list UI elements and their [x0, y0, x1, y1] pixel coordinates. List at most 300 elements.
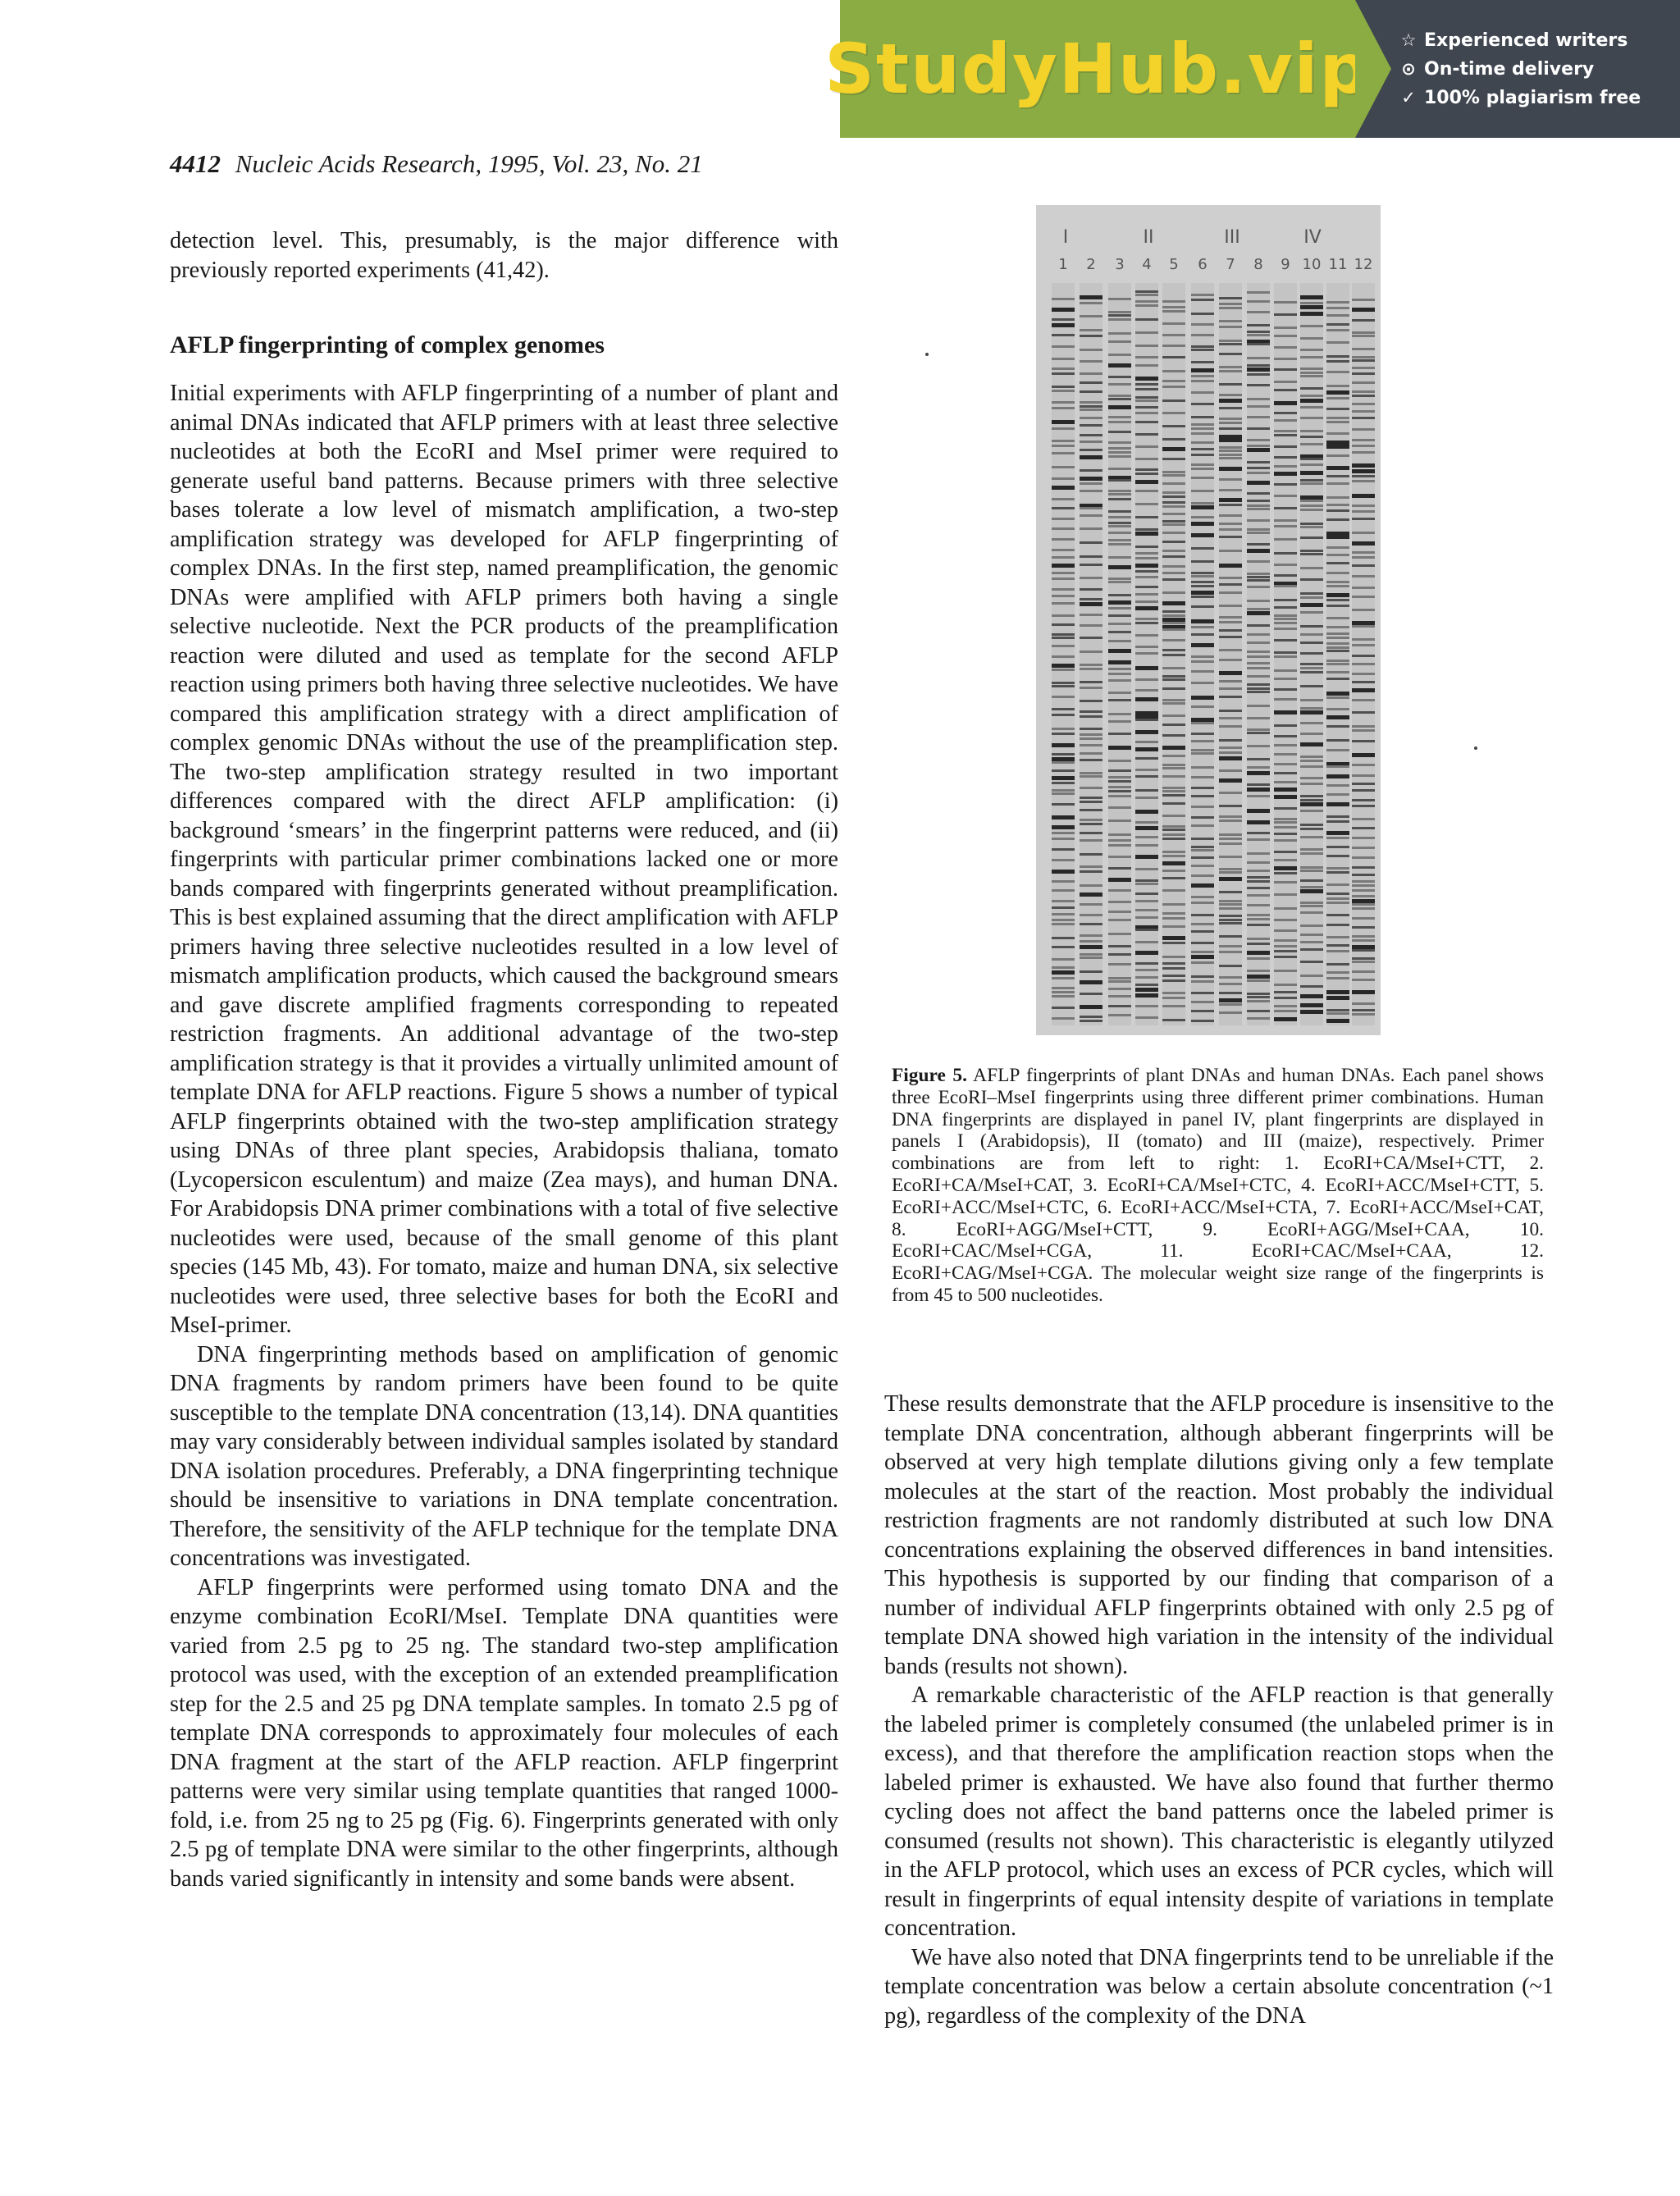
gel-band	[1326, 329, 1349, 331]
gel-band	[1326, 454, 1349, 457]
gel-band	[1108, 901, 1131, 903]
gel-band	[1135, 951, 1158, 955]
gel-band	[1191, 930, 1214, 933]
gel-band	[1326, 554, 1349, 556]
gel-band	[1052, 832, 1075, 834]
gel-band	[1191, 605, 1214, 608]
gel-band	[1108, 607, 1131, 609]
gel-band	[1247, 448, 1270, 452]
gel-band	[1108, 660, 1131, 664]
gel-band	[1352, 556, 1375, 559]
gel-band	[1300, 671, 1323, 673]
gel-band	[1162, 541, 1185, 543]
gel-band	[1108, 532, 1131, 534]
gel-band	[1300, 961, 1323, 963]
gel-band	[1247, 880, 1270, 883]
gel-band	[1191, 522, 1214, 526]
gel-band	[1326, 692, 1349, 696]
gel-band	[1300, 1003, 1323, 1007]
gel-band	[1247, 861, 1270, 864]
gel-band	[1052, 507, 1075, 509]
gel-band	[1274, 412, 1297, 414]
gel-band	[1326, 944, 1349, 947]
studyhub-banner[interactable]	[824, 0, 1680, 138]
gel-band	[1080, 401, 1102, 404]
gel-band	[1219, 450, 1242, 452]
gel-band	[1108, 395, 1131, 397]
panel-label: III	[1224, 227, 1240, 248]
gel-band	[1352, 917, 1375, 920]
gel-band	[1108, 649, 1131, 653]
gel-band	[1247, 368, 1270, 372]
gel-band	[1191, 655, 1214, 658]
gel-band	[1162, 412, 1185, 414]
gel-band	[1300, 911, 1323, 914]
gel-band	[1052, 298, 1075, 300]
gel-band	[1052, 696, 1075, 698]
gel-band	[1191, 1001, 1214, 1003]
gel-band	[1080, 832, 1102, 834]
gel-band	[1219, 900, 1242, 902]
gel-band	[1108, 640, 1131, 642]
gel-band	[1326, 963, 1349, 966]
gel-band	[1219, 717, 1242, 719]
gel-band	[1080, 405, 1102, 408]
gel-band	[1352, 299, 1375, 301]
gel-band	[1135, 383, 1158, 386]
gel-band	[1108, 539, 1131, 541]
gel-band	[1326, 421, 1349, 423]
gel-band	[1162, 482, 1185, 485]
gel-band	[1135, 714, 1158, 719]
gel-band	[1162, 675, 1185, 678]
gel-band	[1191, 752, 1214, 755]
gel-band	[1108, 839, 1131, 842]
gel-band	[1162, 802, 1185, 805]
gel-band	[1219, 815, 1242, 818]
gel-band	[1052, 792, 1075, 795]
gel-band	[1300, 337, 1323, 340]
gel-band	[1300, 578, 1323, 581]
gel-band	[1326, 663, 1349, 665]
gel-band	[1162, 495, 1185, 498]
gel-band	[1326, 1019, 1349, 1023]
gel-band	[1326, 626, 1349, 628]
gel-band	[1191, 596, 1214, 598]
gel-band	[1326, 708, 1349, 710]
gel-band	[1191, 749, 1214, 751]
gel-band	[1162, 855, 1185, 857]
gel-band	[1219, 320, 1242, 322]
gel-band	[1326, 715, 1349, 719]
gel-band	[1162, 699, 1185, 701]
gel-band	[1219, 616, 1242, 619]
gel-band	[1191, 560, 1214, 563]
gel-band	[1300, 889, 1323, 893]
gel-band	[1080, 541, 1102, 544]
gel-band	[1352, 335, 1375, 337]
gel-band	[1219, 778, 1242, 783]
gel-band	[1247, 416, 1270, 418]
gel-band	[1326, 902, 1349, 904]
gel-band	[1300, 802, 1323, 806]
gel-band	[1052, 743, 1075, 747]
left-column-body	[170, 379, 838, 1893]
gel-band	[1162, 520, 1185, 523]
gel-band	[1191, 670, 1214, 673]
gel-band	[1326, 535, 1349, 539]
gel-band	[1162, 649, 1185, 651]
gel-band	[1191, 856, 1214, 859]
gel-band	[1274, 984, 1297, 986]
gel-band	[1080, 787, 1102, 789]
gel-band	[1162, 370, 1185, 372]
gel-band	[1108, 769, 1131, 772]
gel-band	[1191, 448, 1214, 450]
gel-band	[1080, 349, 1102, 351]
gel-band	[1352, 899, 1375, 903]
gel-band	[1274, 744, 1297, 746]
gel-band	[1300, 406, 1323, 409]
gel-band	[1108, 977, 1131, 979]
gel-band	[1135, 468, 1158, 471]
gel-band	[1080, 527, 1102, 530]
gel-band	[1191, 883, 1214, 888]
gel-band	[1052, 452, 1075, 454]
gel-band	[1219, 1003, 1242, 1006]
gel-band	[1219, 498, 1242, 502]
gel-band	[1219, 951, 1242, 953]
gel-band	[1352, 451, 1375, 454]
lane-number: 4	[1142, 256, 1152, 273]
gel-band	[1247, 852, 1270, 855]
gel-band	[1247, 573, 1270, 575]
gel-band	[1080, 614, 1102, 616]
gel-band	[1300, 302, 1323, 304]
gel-band	[1247, 500, 1270, 502]
gel-band	[1219, 891, 1242, 893]
gel-band	[1247, 1000, 1270, 1002]
gel-band	[1135, 634, 1158, 637]
gel-band	[1219, 418, 1242, 420]
gel-band	[1219, 528, 1242, 531]
gel-band	[1080, 295, 1102, 299]
gel-band	[1191, 787, 1214, 789]
gel-band	[1219, 659, 1242, 661]
gel-band	[1247, 357, 1270, 359]
gel-band	[1326, 562, 1349, 564]
gel-band	[1326, 408, 1349, 410]
gel-band	[1052, 682, 1075, 684]
gel-band	[1352, 518, 1375, 520]
gel-band	[1108, 1005, 1131, 1007]
gel-band	[1219, 856, 1242, 858]
gel-band	[1135, 576, 1158, 578]
gel-band	[1274, 519, 1297, 522]
gel-band	[1080, 775, 1102, 778]
gel-band	[1108, 318, 1131, 321]
gel-band	[1247, 492, 1270, 495]
gel-band	[1247, 461, 1270, 463]
gel-band	[1080, 752, 1102, 755]
gel-band	[1191, 1020, 1214, 1022]
gel-band	[1135, 564, 1158, 568]
gel-band	[1274, 1005, 1297, 1007]
gel-band	[1135, 433, 1158, 436]
gel-band	[1326, 504, 1349, 506]
gel-band	[1162, 474, 1185, 477]
gel-band	[1052, 757, 1075, 761]
gel-band	[1162, 322, 1185, 325]
gel-band	[1080, 490, 1102, 492]
gel-band	[1247, 549, 1270, 553]
gel-band	[1108, 493, 1131, 495]
gel-band	[1300, 592, 1323, 595]
gel-band	[1162, 975, 1185, 977]
gel-band	[1247, 331, 1270, 333]
gel-band	[1191, 914, 1214, 916]
gel-band	[1352, 575, 1375, 578]
gel-band	[1080, 914, 1102, 916]
gel-band	[1108, 699, 1131, 701]
gel-band	[1191, 795, 1214, 797]
gel-band	[1162, 870, 1185, 872]
gel-band	[1135, 826, 1158, 830]
gel-band	[1135, 396, 1158, 399]
gel-band	[1274, 997, 1297, 999]
section-heading: AFLP fingerprinting of complex genomes	[170, 331, 605, 358]
gel-band	[1300, 848, 1323, 851]
gel-band	[1080, 664, 1102, 666]
gel-band	[1326, 996, 1349, 1000]
gel-band	[1219, 478, 1242, 481]
gel-band	[1219, 756, 1242, 760]
gel-band	[1080, 441, 1102, 443]
gel-band	[1052, 664, 1075, 668]
gel-band	[1108, 980, 1131, 983]
gel-band	[1080, 477, 1102, 481]
gel-band	[1352, 372, 1375, 375]
gel-band	[1162, 956, 1185, 958]
gel-band	[1247, 439, 1270, 441]
gel-band	[1247, 993, 1270, 995]
gel-band	[1247, 809, 1270, 813]
gel-band	[1135, 593, 1158, 596]
gel-band	[1300, 866, 1323, 869]
gel-band	[1162, 458, 1185, 460]
gel-band	[1247, 624, 1270, 627]
gel-band	[1191, 619, 1214, 623]
gel-band	[1352, 939, 1375, 942]
gel-band	[1326, 831, 1349, 835]
gel-band	[1191, 923, 1214, 925]
gel-band	[1108, 405, 1131, 409]
gel-band	[1300, 870, 1323, 872]
gel-band	[1162, 523, 1185, 526]
gel-band	[1135, 458, 1158, 460]
gel-band	[1219, 489, 1242, 491]
gel-band	[1326, 581, 1349, 583]
gel-band	[1247, 1010, 1270, 1012]
stray-mark	[925, 353, 929, 356]
gel-band	[1191, 502, 1214, 504]
gel-band	[1300, 886, 1323, 888]
gel-band	[1247, 951, 1270, 955]
gel-band	[1162, 565, 1185, 568]
perk-label: On-time delivery	[1424, 58, 1595, 80]
gel-band	[1326, 417, 1349, 419]
gel-band	[1219, 1011, 1242, 1014]
gel-band	[1135, 941, 1158, 943]
gel-band	[1080, 329, 1102, 331]
gel-band	[1135, 821, 1158, 824]
gel-band	[1326, 815, 1349, 818]
lane-number: 3	[1115, 256, 1125, 273]
gel-band	[1191, 349, 1214, 351]
gel-band	[1052, 345, 1075, 348]
gel-band	[1162, 399, 1185, 402]
gel-band	[1135, 546, 1158, 548]
gel-band	[1352, 564, 1375, 567]
gel-band	[1219, 550, 1242, 552]
gel-band	[1135, 318, 1158, 321]
gel-band	[1219, 820, 1242, 822]
gel-band	[1247, 876, 1270, 879]
gel-band	[1300, 399, 1323, 403]
gel-band	[1219, 366, 1242, 368]
gel-band	[1052, 578, 1075, 580]
gel-band	[1191, 980, 1214, 983]
perks-list	[1391, 0, 1680, 138]
gel-band	[1352, 469, 1375, 473]
gel-band	[1326, 897, 1349, 900]
gel-band	[1274, 335, 1297, 337]
gel-band	[1352, 805, 1375, 807]
gel-band	[1352, 445, 1375, 447]
gel-band	[1300, 417, 1323, 419]
gel-band	[1274, 483, 1297, 486]
lane-number: 8	[1253, 256, 1263, 273]
gel-band	[1191, 740, 1214, 742]
gel-band	[1135, 789, 1158, 792]
gel-band	[1219, 621, 1242, 623]
body-paragraph: AFLP fingerprints were performed using tomato DNA and the enzyme combination EcoRI/MseI. Template DNA quantities were varied from 2.5 pg to 25 ng. The standard two-step amplification protocol was used, with the exception of an extended preamplification step for the 2.5 and 25 pg DNA template samples. In tomato 2.5 pg of template DNA corresponds to approximately four molecules of each DNA fragment at the start of the AFLP reaction. AFLP fingerprint patterns were very similar using template quantities that ranged 1000-fold, i.e. from 25 ng to 25 pg (Fig. 6). Fingerprints generated with only 2.5 pg of template DNA were similar to the other fingerprints, although bands varied significantly in intensity and some bands were absent.	[170, 1574, 838, 1892]
gel-band	[1219, 907, 1242, 910]
intro-paragraph: detection level. This, presumably, is the major difference with previously reported experiments (41,42).	[170, 228, 838, 283]
gel-band	[1274, 939, 1297, 942]
gel-band	[1274, 688, 1297, 691]
gel-band	[1352, 621, 1375, 625]
gel-band	[1162, 714, 1185, 717]
gel-band	[1326, 696, 1349, 699]
gel-band	[1135, 868, 1158, 870]
gel-band	[1135, 304, 1158, 307]
gel-band	[1052, 440, 1075, 442]
gel-band	[1300, 295, 1323, 299]
gel-band	[1108, 713, 1131, 715]
gel-band	[1300, 742, 1323, 746]
gel-band	[1108, 833, 1131, 836]
gel-band	[1052, 588, 1075, 591]
gel-band	[1135, 741, 1158, 743]
gel-band	[1162, 667, 1185, 669]
gel-band	[1135, 480, 1158, 484]
gel-band	[1108, 806, 1131, 809]
gel-band	[1352, 740, 1375, 742]
gel-band	[1300, 941, 1323, 943]
gel-band	[1052, 538, 1075, 541]
gel-band	[1326, 301, 1349, 304]
gel-band	[1247, 918, 1270, 920]
lane-number: 10	[1302, 256, 1322, 273]
gel-band	[1052, 782, 1075, 784]
gel-band	[1326, 867, 1349, 870]
gel-band	[1300, 495, 1323, 500]
gel-band	[1135, 528, 1158, 531]
gel-band	[1219, 792, 1242, 794]
gel-band	[1300, 722, 1323, 724]
gel-band	[1080, 737, 1102, 740]
gel-band	[1300, 879, 1323, 882]
gel-band	[1080, 819, 1102, 821]
gel-band	[1108, 1014, 1131, 1016]
gel-band	[1274, 821, 1297, 824]
gel-band	[1135, 618, 1158, 620]
gel-band	[1162, 702, 1185, 705]
gel-band	[1191, 838, 1214, 840]
brand-logo[interactable]: StudyHub.vip	[840, 0, 1355, 138]
lane-number: 11	[1328, 256, 1348, 273]
gel-band	[1352, 663, 1375, 665]
gel-band	[1352, 348, 1375, 350]
gel-band	[1108, 963, 1131, 966]
gel-band	[1326, 784, 1349, 787]
gel-band	[1300, 994, 1323, 998]
gel-band	[1326, 765, 1349, 768]
gel-band	[1247, 504, 1270, 507]
gel-band	[1219, 696, 1242, 698]
gel-band	[1135, 399, 1158, 402]
left-column-intro	[170, 226, 838, 285]
gel-band	[1191, 581, 1214, 583]
gel-band	[1135, 962, 1158, 965]
gel-band	[1135, 570, 1158, 573]
gel-band	[1162, 425, 1185, 427]
gel-band	[1219, 877, 1242, 881]
gel-band	[1247, 532, 1270, 534]
gel-band	[1326, 837, 1349, 839]
gel-band	[1352, 926, 1375, 929]
gel-band	[1162, 912, 1185, 915]
gel-band	[1300, 733, 1323, 735]
gel-band	[1080, 1020, 1102, 1022]
gel-band	[1052, 789, 1075, 792]
gel-band	[1162, 447, 1185, 451]
gel-band	[1247, 732, 1270, 734]
gel-band	[1162, 755, 1185, 757]
gel-band	[1274, 434, 1297, 436]
gel-band	[1135, 606, 1158, 610]
gel-band	[1274, 456, 1297, 459]
gel-band	[1300, 707, 1323, 710]
gel-band	[1326, 950, 1349, 952]
gel-band	[1191, 516, 1214, 518]
gel-band	[1352, 949, 1375, 952]
gel-band	[1219, 605, 1242, 607]
gel-band	[1300, 387, 1323, 390]
gel-band	[1108, 933, 1131, 935]
gel-band	[1247, 914, 1270, 916]
